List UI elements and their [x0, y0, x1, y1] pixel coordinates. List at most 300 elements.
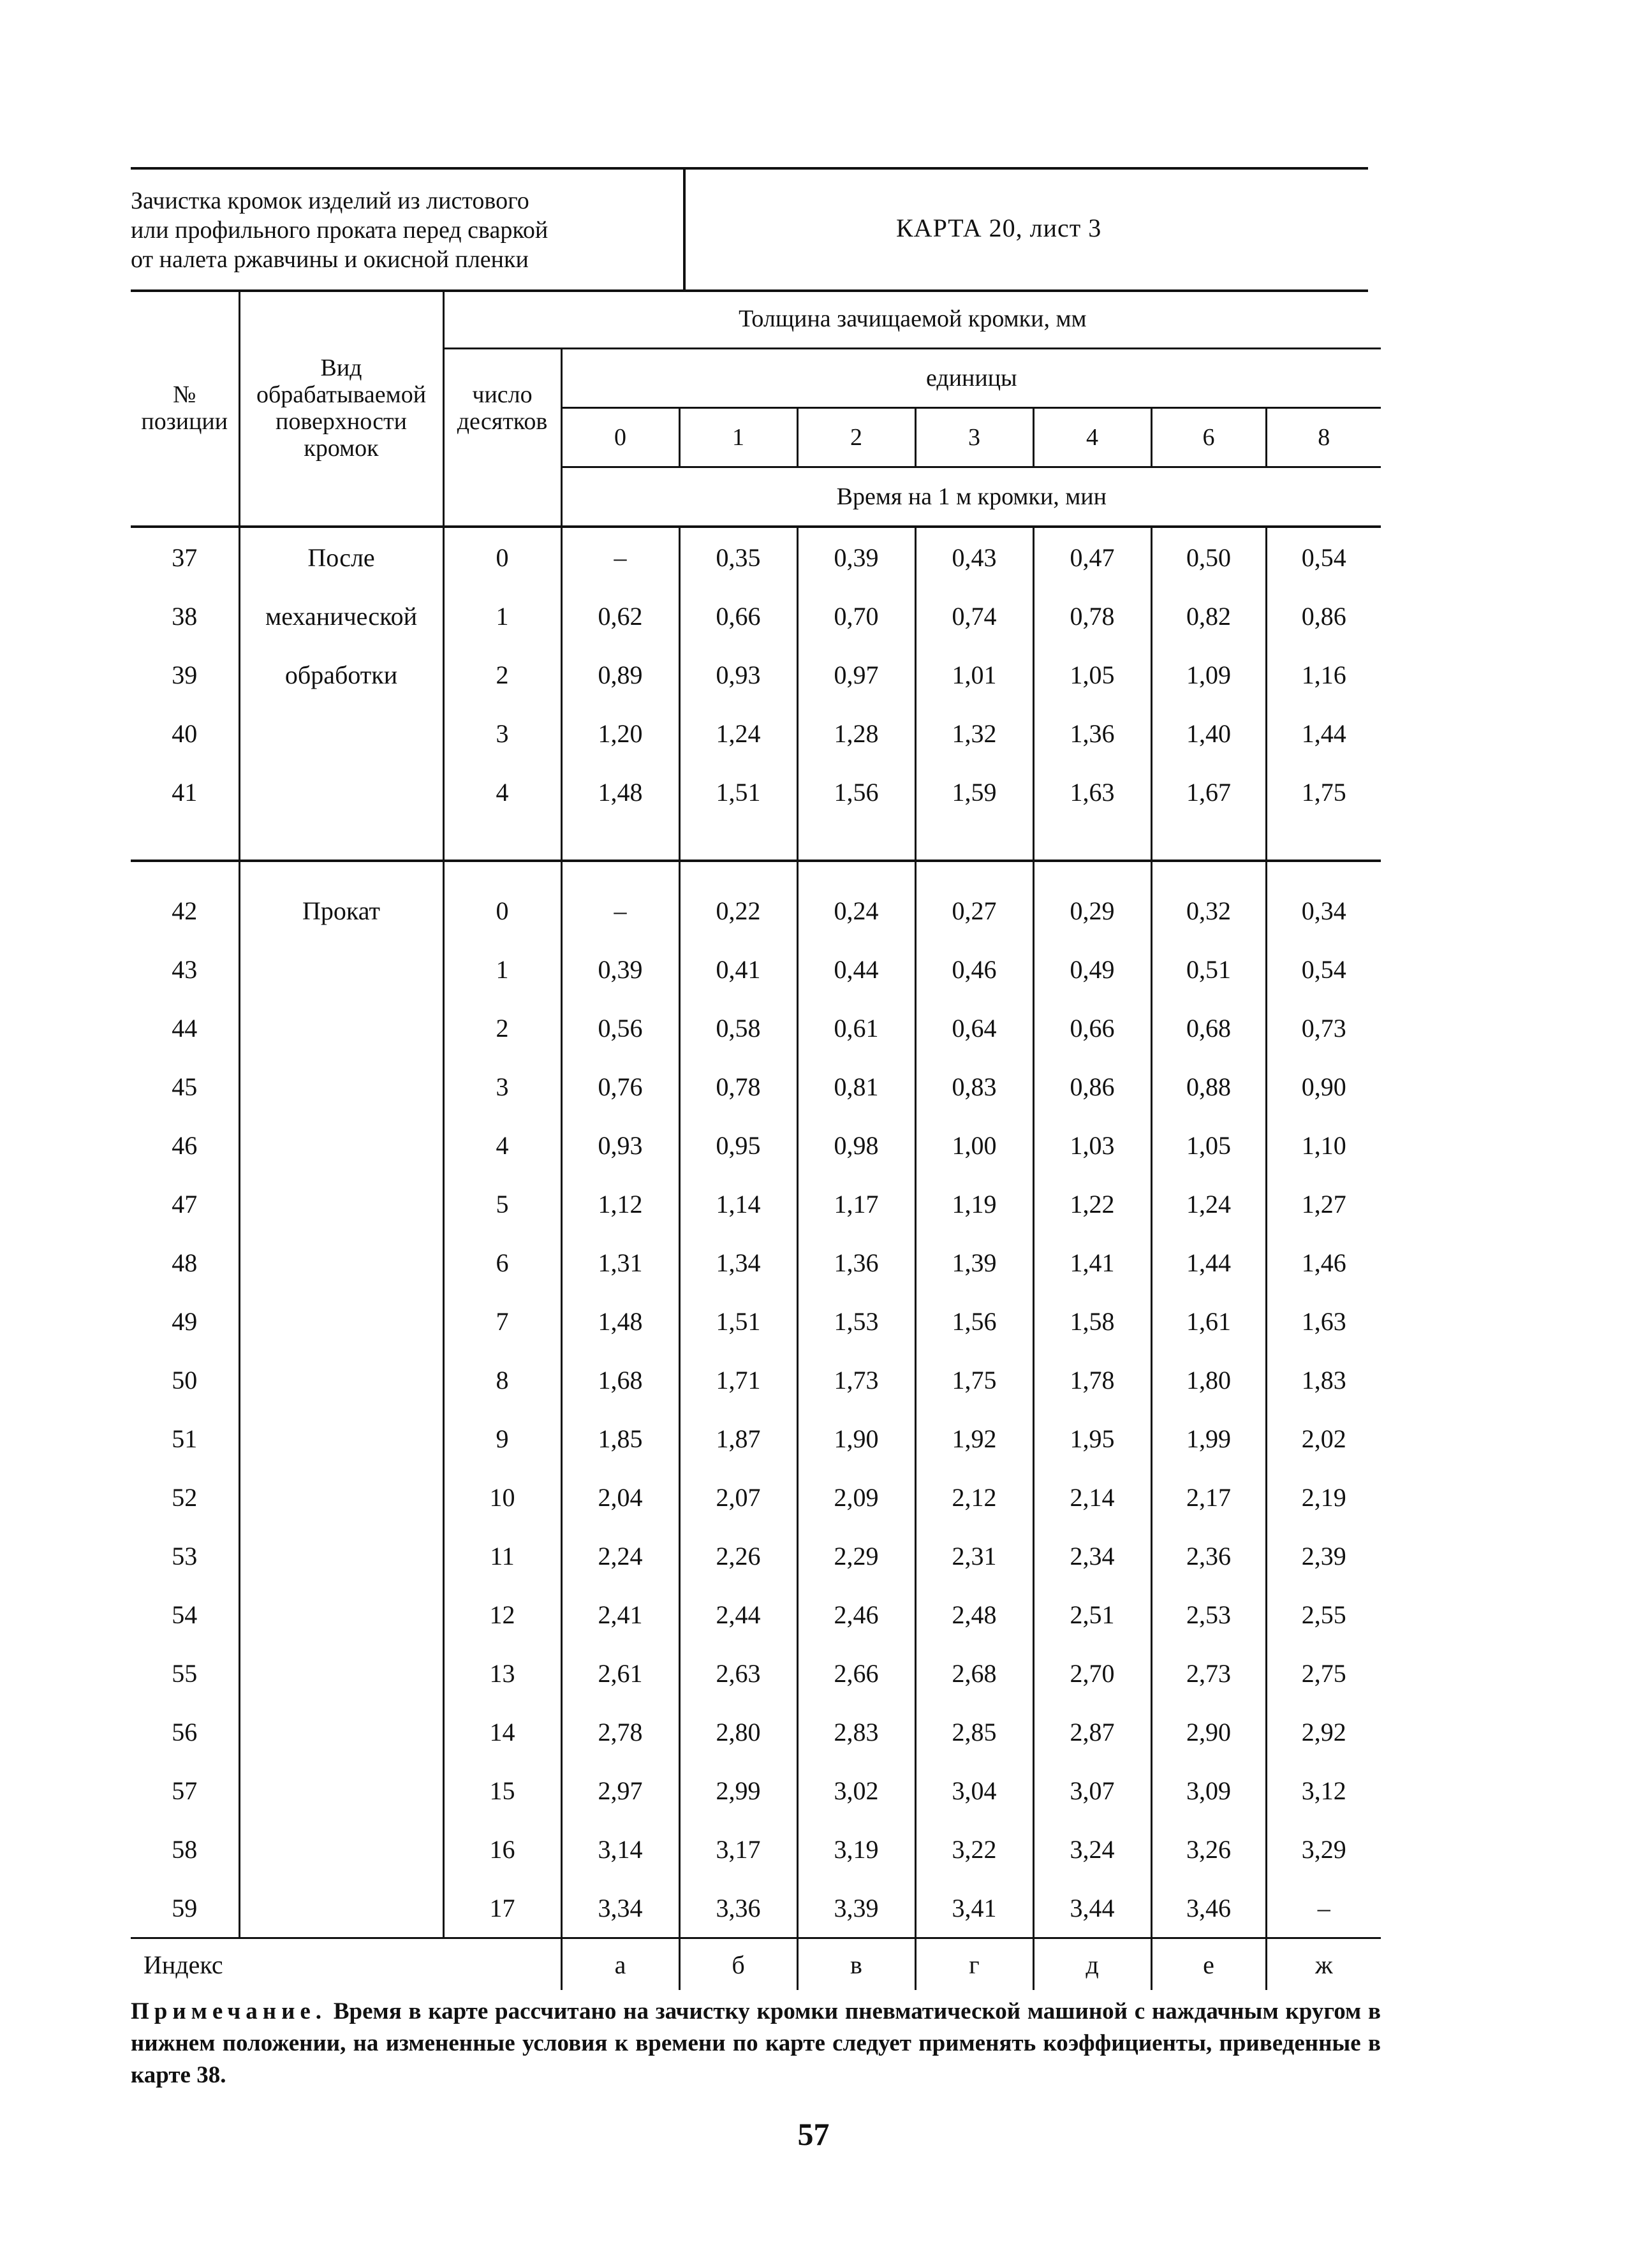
- tens-cell: 15: [443, 1761, 561, 1820]
- tens-cell: 3: [443, 1057, 561, 1116]
- kind-cell-empty: [239, 1409, 443, 1468]
- table-row: [131, 881, 1381, 940]
- group-spacer: [239, 861, 443, 881]
- value-cell: 3,14: [561, 1820, 679, 1878]
- tens-cell: 11: [443, 1526, 561, 1585]
- value-cell: 2,83: [797, 1702, 915, 1761]
- tens-cell: 12: [443, 1585, 561, 1644]
- position-cell: 42: [172, 896, 198, 925]
- value-cell: 1,56: [915, 1292, 1033, 1350]
- value-cell: 1,03: [1033, 1116, 1151, 1174]
- value-cell: 0,86: [1266, 587, 1381, 645]
- kind-cell: механической: [239, 587, 443, 645]
- value-cell: 0,66: [1033, 999, 1151, 1057]
- value-cell: 1,36: [797, 1233, 915, 1292]
- tens-cell: 6: [443, 1233, 561, 1292]
- position-cell: 57: [172, 1776, 198, 1805]
- value-cell: 3,09: [1151, 1761, 1266, 1820]
- table-row: [131, 1526, 1381, 1585]
- value-cell: 0,35: [679, 527, 797, 587]
- value-cell: 0,39: [561, 940, 679, 999]
- kind-cell-empty: [239, 1526, 443, 1585]
- value-cell: 2,29: [797, 1526, 915, 1585]
- value-cell: 0,46: [915, 940, 1033, 999]
- value-cell: 2,12: [915, 1468, 1033, 1526]
- kind-cell-empty: [239, 763, 443, 821]
- position-cell: 55: [172, 1658, 198, 1688]
- value-cell: 0,49: [1033, 940, 1151, 999]
- value-cell: 1,51: [679, 763, 797, 821]
- table-row: [131, 1350, 1381, 1409]
- value-cell: 2,53: [1151, 1585, 1266, 1644]
- unit-header: 1: [679, 408, 797, 467]
- tens-cell: 2: [443, 645, 561, 704]
- value-cell: 2,26: [679, 1526, 797, 1585]
- table-row: [131, 1820, 1381, 1878]
- kind-cell-empty: [239, 1233, 443, 1292]
- value-cell: 3,39: [797, 1878, 915, 1938]
- group-spacer: [443, 821, 561, 861]
- position-cell: 43: [172, 955, 198, 984]
- tens-cell: 7: [443, 1292, 561, 1350]
- index-letter: а: [561, 1938, 679, 1991]
- position-cell: 56: [172, 1717, 198, 1746]
- value-cell: 1,36: [1033, 704, 1151, 763]
- value-cell: 1,75: [915, 1350, 1033, 1409]
- value-cell: 1,17: [797, 1174, 915, 1233]
- group-spacer: [1033, 861, 1151, 881]
- value-cell: 0,78: [1033, 587, 1151, 645]
- value-cell: 0,93: [679, 645, 797, 704]
- value-cell: 2,87: [1033, 1702, 1151, 1761]
- group-spacer: [443, 861, 561, 881]
- value-cell: 1,59: [915, 763, 1033, 821]
- card-number: КАРТА 20, лист 3: [896, 214, 1102, 242]
- value-cell: 1,63: [1266, 1292, 1381, 1350]
- value-cell: 1,24: [679, 704, 797, 763]
- group-spacer: [797, 821, 915, 861]
- value-cell: 2,63: [679, 1644, 797, 1702]
- value-cell: 2,78: [561, 1702, 679, 1761]
- value-cell: 1,10: [1266, 1116, 1381, 1174]
- value-cell: 0,98: [797, 1116, 915, 1174]
- value-cell: 1,73: [797, 1350, 915, 1409]
- tens-cell: 9: [443, 1409, 561, 1468]
- group-spacer: [239, 821, 443, 861]
- value-cell: 2,61: [561, 1644, 679, 1702]
- value-cell: 2,66: [797, 1644, 915, 1702]
- card-header: [131, 167, 1368, 292]
- kind-cell-empty: [239, 1820, 443, 1878]
- card-title: [131, 186, 666, 274]
- value-cell: 0,50: [1151, 527, 1266, 587]
- value-cell: 0,78: [679, 1057, 797, 1116]
- note-label: Примечание.: [131, 1998, 327, 2024]
- group-after-machining: [131, 527, 1381, 881]
- kind-cell: обработки: [239, 645, 443, 704]
- index-section: [131, 1938, 1381, 1991]
- value-cell: 1,19: [915, 1174, 1033, 1233]
- value-cell: 1,20: [561, 704, 679, 763]
- value-cell: 1,78: [1033, 1350, 1151, 1409]
- card-title-line: Зачистка кромок изделий из листового: [131, 187, 529, 214]
- value-cell: 3,26: [1151, 1820, 1266, 1878]
- value-cell: 0,58: [679, 999, 797, 1057]
- value-cell: 1,63: [1033, 763, 1151, 821]
- value-cell: 2,90: [1151, 1702, 1266, 1761]
- index-letter: г: [915, 1938, 1033, 1991]
- tens-cell: 0: [443, 881, 561, 940]
- value-cell: 2,73: [1151, 1644, 1266, 1702]
- value-cell: 0,97: [797, 645, 915, 704]
- table-row: [131, 1116, 1381, 1174]
- value-cell: 1,75: [1266, 763, 1381, 821]
- value-cell: 0,34: [1266, 881, 1381, 940]
- value-cell: 1,22: [1033, 1174, 1151, 1233]
- value-cell: 0,47: [1033, 527, 1151, 587]
- value-cell: 1,53: [797, 1292, 915, 1350]
- tens-cell: 5: [443, 1174, 561, 1233]
- tens-cell: 14: [443, 1702, 561, 1761]
- value-cell: 1,44: [1151, 1233, 1266, 1292]
- group-spacer: [915, 821, 1033, 861]
- table-row: [131, 1409, 1381, 1468]
- value-cell: 0,70: [797, 587, 915, 645]
- group-spacer: [131, 861, 239, 881]
- group-spacer: [1033, 821, 1151, 861]
- position-cell: 59: [172, 1893, 198, 1922]
- card-title-line: или профильного проката перед сваркой: [131, 217, 548, 244]
- position-cell: 47: [172, 1189, 198, 1218]
- value-cell: 1,32: [915, 704, 1033, 763]
- value-cell: 2,70: [1033, 1644, 1151, 1702]
- tens-cell: 16: [443, 1820, 561, 1878]
- table-row: [131, 1292, 1381, 1350]
- position-cell: 58: [172, 1834, 198, 1864]
- value-cell: 2,92: [1266, 1702, 1381, 1761]
- position-cell: 39: [172, 660, 198, 689]
- value-cell: 1,68: [561, 1350, 679, 1409]
- table-row: [131, 940, 1381, 999]
- value-cell: 0,89: [561, 645, 679, 704]
- value-cell: 1,27: [1266, 1174, 1381, 1233]
- value-cell: 0,56: [561, 999, 679, 1057]
- kind-cell-empty: [239, 1057, 443, 1116]
- value-cell: 0,93: [561, 1116, 679, 1174]
- position-cell: 50: [172, 1365, 198, 1394]
- value-cell: 1,24: [1151, 1174, 1266, 1233]
- value-cell: 2,68: [915, 1644, 1033, 1702]
- kind-cell-empty: [239, 1468, 443, 1526]
- value-cell: 1,39: [915, 1233, 1033, 1292]
- value-cell: 3,17: [679, 1820, 797, 1878]
- page-number: 57: [797, 2116, 830, 2152]
- value-cell: 1,05: [1151, 1116, 1266, 1174]
- value-cell: 1,09: [1151, 645, 1266, 704]
- index-letter: д: [1033, 1938, 1151, 1991]
- value-cell: 2,48: [915, 1585, 1033, 1644]
- value-cell: 2,09: [797, 1468, 915, 1526]
- position-cell: 52: [172, 1482, 198, 1512]
- norms-table-wrapper: [131, 290, 1381, 1990]
- value-cell: 1,48: [561, 1292, 679, 1350]
- position-cell: 48: [172, 1248, 198, 1277]
- kind-cell-empty: [239, 1174, 443, 1233]
- value-cell: 2,14: [1033, 1468, 1151, 1526]
- norms-table: [131, 290, 1381, 1990]
- value-cell: 2,36: [1151, 1526, 1266, 1585]
- tens-cell: 1: [443, 940, 561, 999]
- group-spacer: [1151, 821, 1266, 861]
- units-header: единицы: [561, 349, 1381, 408]
- time-header: Время на 1 м кромки, мин: [561, 467, 1381, 527]
- tens-cell: 10: [443, 1468, 561, 1526]
- kind-cell-empty: [239, 1644, 443, 1702]
- value-cell: 1,80: [1151, 1350, 1266, 1409]
- value-cell: 2,46: [797, 1585, 915, 1644]
- position-cell: 38: [172, 601, 198, 631]
- value-cell: 1,99: [1151, 1409, 1266, 1468]
- kind-cell-empty: [239, 1585, 443, 1644]
- value-cell: 0,44: [797, 940, 915, 999]
- position-cell: 40: [172, 719, 198, 748]
- index-letter: е: [1151, 1938, 1266, 1991]
- unit-header: 8: [1266, 408, 1381, 467]
- value-cell: 2,34: [1033, 1526, 1151, 1585]
- tens-header-spacer: [443, 467, 561, 527]
- kind-cell-empty: [239, 1292, 443, 1350]
- index-letter: в: [797, 1938, 915, 1991]
- value-cell: 2,31: [915, 1526, 1033, 1585]
- value-cell: 0,66: [679, 587, 797, 645]
- position-cell: 49: [172, 1306, 198, 1336]
- value-cell: 1,90: [797, 1409, 915, 1468]
- value-cell: 1,58: [1033, 1292, 1151, 1350]
- value-cell: 3,04: [915, 1761, 1033, 1820]
- value-cell: 0,54: [1266, 940, 1381, 999]
- value-cell: 0,90: [1266, 1057, 1381, 1116]
- kind-cell-empty: [239, 1878, 443, 1938]
- value-cell: 2,17: [1151, 1468, 1266, 1526]
- value-cell: 1,67: [1151, 763, 1266, 821]
- value-cell: 1,95: [1033, 1409, 1151, 1468]
- value-cell: 3,36: [679, 1878, 797, 1938]
- value-cell: 0,95: [679, 1116, 797, 1174]
- table-row: [131, 1585, 1381, 1644]
- position-cell: 45: [172, 1072, 198, 1101]
- value-cell: 0,64: [915, 999, 1033, 1057]
- value-cell: 2,07: [679, 1468, 797, 1526]
- thickness-header: Толщина зачищаемой кромки, мм: [443, 290, 1381, 349]
- col-position-header: № позиции: [131, 290, 239, 527]
- value-cell: 0,76: [561, 1057, 679, 1116]
- value-cell: 3,34: [561, 1878, 679, 1938]
- position-cell: 37: [172, 543, 198, 572]
- kind-cell: После: [239, 527, 443, 587]
- tens-cell: 8: [443, 1350, 561, 1409]
- value-cell: 2,99: [679, 1761, 797, 1820]
- card-title-line: от налета ржавчины и окисной пленки: [131, 246, 529, 273]
- value-cell: 0,22: [679, 881, 797, 940]
- note: [131, 1996, 1381, 2091]
- table-row: [131, 999, 1381, 1057]
- header-divider: [683, 170, 686, 289]
- table-row: [131, 1702, 1381, 1761]
- value-cell: 3,41: [915, 1878, 1033, 1938]
- table-row: [131, 1057, 1381, 1116]
- group-spacer: [797, 861, 915, 881]
- value-cell: 0,43: [915, 527, 1033, 587]
- value-cell: 0,68: [1151, 999, 1266, 1057]
- tens-cell: 4: [443, 1116, 561, 1174]
- value-cell: 3,19: [797, 1820, 915, 1878]
- col-kind-header: Вид обрабатываемой поверхности кромок: [239, 290, 443, 527]
- value-cell: 1,46: [1266, 1233, 1381, 1292]
- value-cell: 1,01: [915, 645, 1033, 704]
- group-spacer: [679, 821, 797, 861]
- kind-cell-empty: [239, 1761, 443, 1820]
- value-cell: 3,07: [1033, 1761, 1151, 1820]
- position-cell: 54: [172, 1600, 198, 1629]
- value-cell: 1,83: [1266, 1350, 1381, 1409]
- value-cell: 3,22: [915, 1820, 1033, 1878]
- unit-header: 0: [561, 408, 679, 467]
- tens-cell: 3: [443, 704, 561, 763]
- tens-cell: 2: [443, 999, 561, 1057]
- value-cell: 0,73: [1266, 999, 1381, 1057]
- value-cell: 1,28: [797, 704, 915, 763]
- group-spacer: [915, 861, 1033, 881]
- value-cell: 1,71: [679, 1350, 797, 1409]
- position-cell: 53: [172, 1541, 198, 1570]
- value-cell: 0,27: [915, 881, 1033, 940]
- value-cell: –: [561, 527, 679, 587]
- value-cell: 0,39: [797, 527, 915, 587]
- value-cell: 1,31: [561, 1233, 679, 1292]
- value-cell: 0,24: [797, 881, 915, 940]
- kind-cell-empty: [239, 999, 443, 1057]
- value-cell: 0,81: [797, 1057, 915, 1116]
- table-row: [131, 1878, 1381, 1938]
- value-cell: 0,83: [915, 1057, 1033, 1116]
- value-cell: 2,24: [561, 1526, 679, 1585]
- value-cell: –: [1266, 1878, 1381, 1938]
- index-letter: б: [679, 1938, 797, 1991]
- value-cell: 2,04: [561, 1468, 679, 1526]
- value-cell: 0,51: [1151, 940, 1266, 999]
- value-cell: 0,86: [1033, 1057, 1151, 1116]
- value-cell: 1,61: [1151, 1292, 1266, 1350]
- tens-cell: 1: [443, 587, 561, 645]
- tens-cell: 0: [443, 527, 561, 587]
- kind-cell-empty: [239, 940, 443, 999]
- kind-cell-empty: [239, 1702, 443, 1761]
- value-cell: 1,40: [1151, 704, 1266, 763]
- unit-header: 2: [797, 408, 915, 467]
- tens-cell: 4: [443, 763, 561, 821]
- value-cell: 1,00: [915, 1116, 1033, 1174]
- value-cell: 0,41: [679, 940, 797, 999]
- unit-header: 4: [1033, 408, 1151, 467]
- index-letter: ж: [1266, 1938, 1381, 1991]
- position-cell: 41: [172, 777, 198, 807]
- value-cell: 0,54: [1266, 527, 1381, 587]
- group-spacer: [131, 821, 239, 861]
- value-cell: 0,74: [915, 587, 1033, 645]
- unit-header: 3: [915, 408, 1033, 467]
- table-row: [131, 1233, 1381, 1292]
- value-cell: 0,88: [1151, 1057, 1266, 1116]
- value-cell: 0,82: [1151, 587, 1266, 645]
- table-row: [131, 1644, 1381, 1702]
- value-cell: 1,92: [915, 1409, 1033, 1468]
- group-spacer: [561, 861, 679, 881]
- position-cell: 51: [172, 1424, 198, 1453]
- tens-cell: 13: [443, 1644, 561, 1702]
- value-cell: 3,44: [1033, 1878, 1151, 1938]
- value-cell: 3,29: [1266, 1820, 1381, 1878]
- group-spacer: [561, 821, 679, 861]
- value-cell: 1,44: [1266, 704, 1381, 763]
- value-cell: 2,19: [1266, 1468, 1381, 1526]
- table-row: [131, 1174, 1381, 1233]
- value-cell: 2,39: [1266, 1526, 1381, 1585]
- kind-cell: Прокат: [239, 881, 443, 940]
- value-cell: 2,41: [561, 1585, 679, 1644]
- index-label: Индекс: [131, 1938, 561, 1991]
- value-cell: 2,85: [915, 1702, 1033, 1761]
- value-cell: 3,02: [797, 1761, 915, 1820]
- value-cell: –: [561, 881, 679, 940]
- value-cell: 2,97: [561, 1761, 679, 1820]
- value-cell: 1,87: [679, 1409, 797, 1468]
- value-cell: 0,32: [1151, 881, 1266, 940]
- value-cell: 3,46: [1151, 1878, 1266, 1938]
- value-cell: 0,29: [1033, 881, 1151, 940]
- group-rolled-stock: [131, 881, 1381, 1938]
- value-cell: 1,41: [1033, 1233, 1151, 1292]
- value-cell: 3,24: [1033, 1820, 1151, 1878]
- kind-cell-empty: [239, 1350, 443, 1409]
- value-cell: 3,12: [1266, 1761, 1381, 1820]
- value-cell: 2,80: [679, 1702, 797, 1761]
- kind-cell-empty: [239, 1116, 443, 1174]
- note-text: Время в карте рассчитано на зачистку кромки пневматической машиной с наждачным кругом в нижнем положении, на измененные условия к времени по карте следует применять коэффициенты, приведенные в карте 38.: [131, 1998, 1381, 2088]
- value-cell: 1,56: [797, 763, 915, 821]
- value-cell: 1,14: [679, 1174, 797, 1233]
- group-spacer: [679, 861, 797, 881]
- position-cell: 46: [172, 1130, 198, 1160]
- group-spacer: [1266, 821, 1381, 861]
- group-spacer: [1151, 861, 1266, 881]
- value-cell: 2,75: [1266, 1644, 1381, 1702]
- unit-header: 6: [1151, 408, 1266, 467]
- value-cell: 0,61: [797, 999, 915, 1057]
- kind-cell-empty: [239, 704, 443, 763]
- tens-header: число десятков: [443, 349, 561, 467]
- value-cell: 1,34: [679, 1233, 797, 1292]
- value-cell: 2,55: [1266, 1585, 1381, 1644]
- value-cell: 2,44: [679, 1585, 797, 1644]
- value-cell: 1,48: [561, 763, 679, 821]
- value-cell: 2,51: [1033, 1585, 1151, 1644]
- value-cell: 1,16: [1266, 645, 1381, 704]
- tens-cell: 17: [443, 1878, 561, 1938]
- value-cell: 0,62: [561, 587, 679, 645]
- value-cell: 1,05: [1033, 645, 1151, 704]
- group-spacer: [1266, 861, 1381, 881]
- value-cell: 1,51: [679, 1292, 797, 1350]
